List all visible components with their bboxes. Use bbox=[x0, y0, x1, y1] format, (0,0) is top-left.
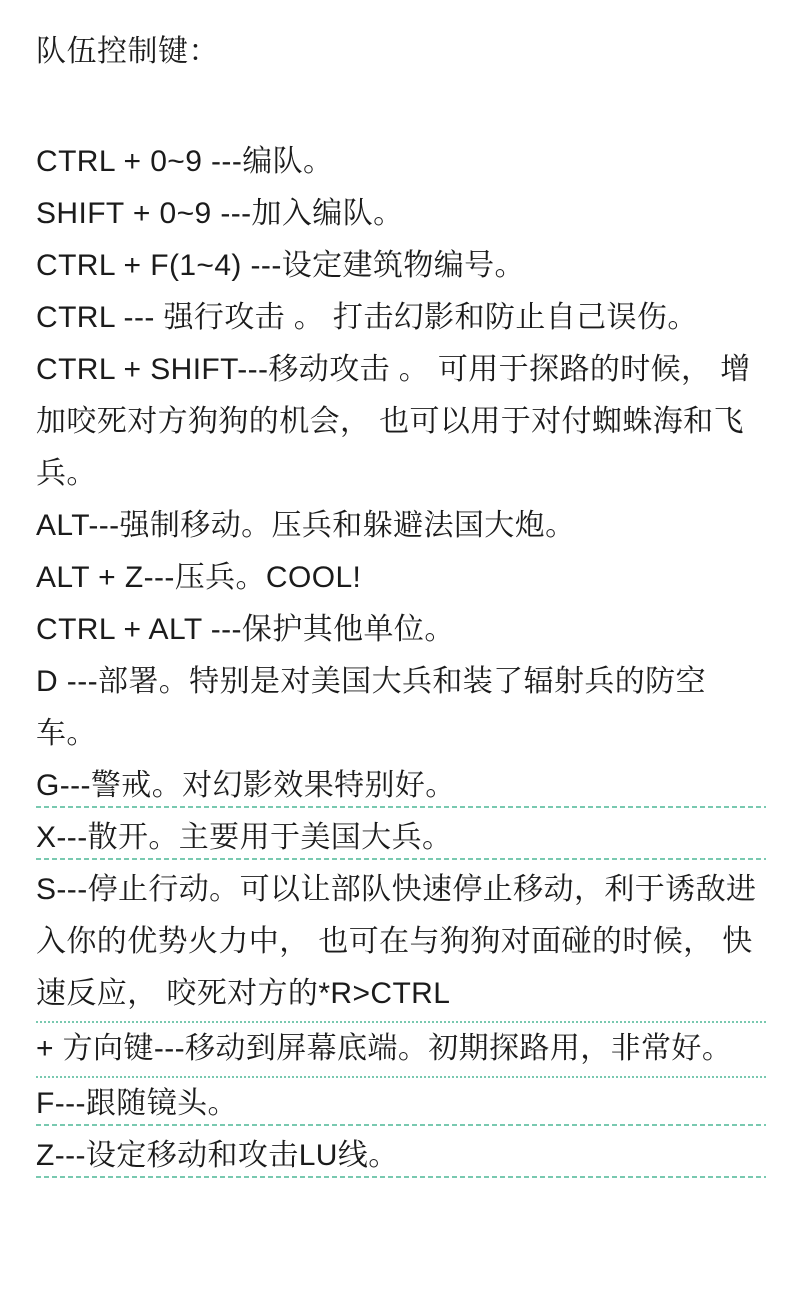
list-item: ALT + Z---压兵。COOL! bbox=[36, 561, 362, 594]
list-item: CTRL + F(1~4) ---设定建筑物编号。 bbox=[36, 249, 525, 282]
list-item: SHIFT + 0~9 ---加入编队。 bbox=[36, 197, 404, 230]
list-item: X---散开。主要用于美国大兵。 bbox=[36, 812, 766, 864]
list-item: ALT---强制移动。压兵和躲避法国大炮。 bbox=[36, 509, 576, 542]
list-item: CTRL + SHIFT---移动攻击 。 可用于探路的时候， 增加咬死对方狗狗的机会， 也可以用于对付蜘蛛海和飞兵。 bbox=[36, 353, 751, 490]
hotkey-list bbox=[36, 136, 766, 1182]
list-item: Z---设定移动和攻击LU线。 bbox=[36, 1130, 766, 1182]
list-item: CTRL + ALT ---保护其他单位。 bbox=[36, 613, 455, 646]
list-item: S---停止行动。可以让部队快速停止移动，利于诱敌进入你的优势火力中， 也可在与狗狗对面碰的时候， 快速反应， 咬死对方的*R>CTRL bbox=[36, 864, 766, 1023]
list-item: G---警戒。对幻影效果特别好。 bbox=[36, 760, 766, 812]
list-item: F---跟随镜头。 bbox=[36, 1078, 766, 1130]
list-item: D ---部署。特别是对美国大兵和装了辐射兵的防空车。 bbox=[36, 665, 706, 750]
page-title: 队伍控制键： bbox=[36, 35, 219, 68]
list-item: CTRL --- 强行攻击 。 打击幻影和防止自己误伤。 bbox=[36, 301, 698, 334]
list-item: + 方向键---移动到屏幕底端。初期探路用，非常好。 bbox=[36, 1023, 766, 1078]
list-item: CTRL + 0~9 ---编队。 bbox=[36, 145, 334, 178]
